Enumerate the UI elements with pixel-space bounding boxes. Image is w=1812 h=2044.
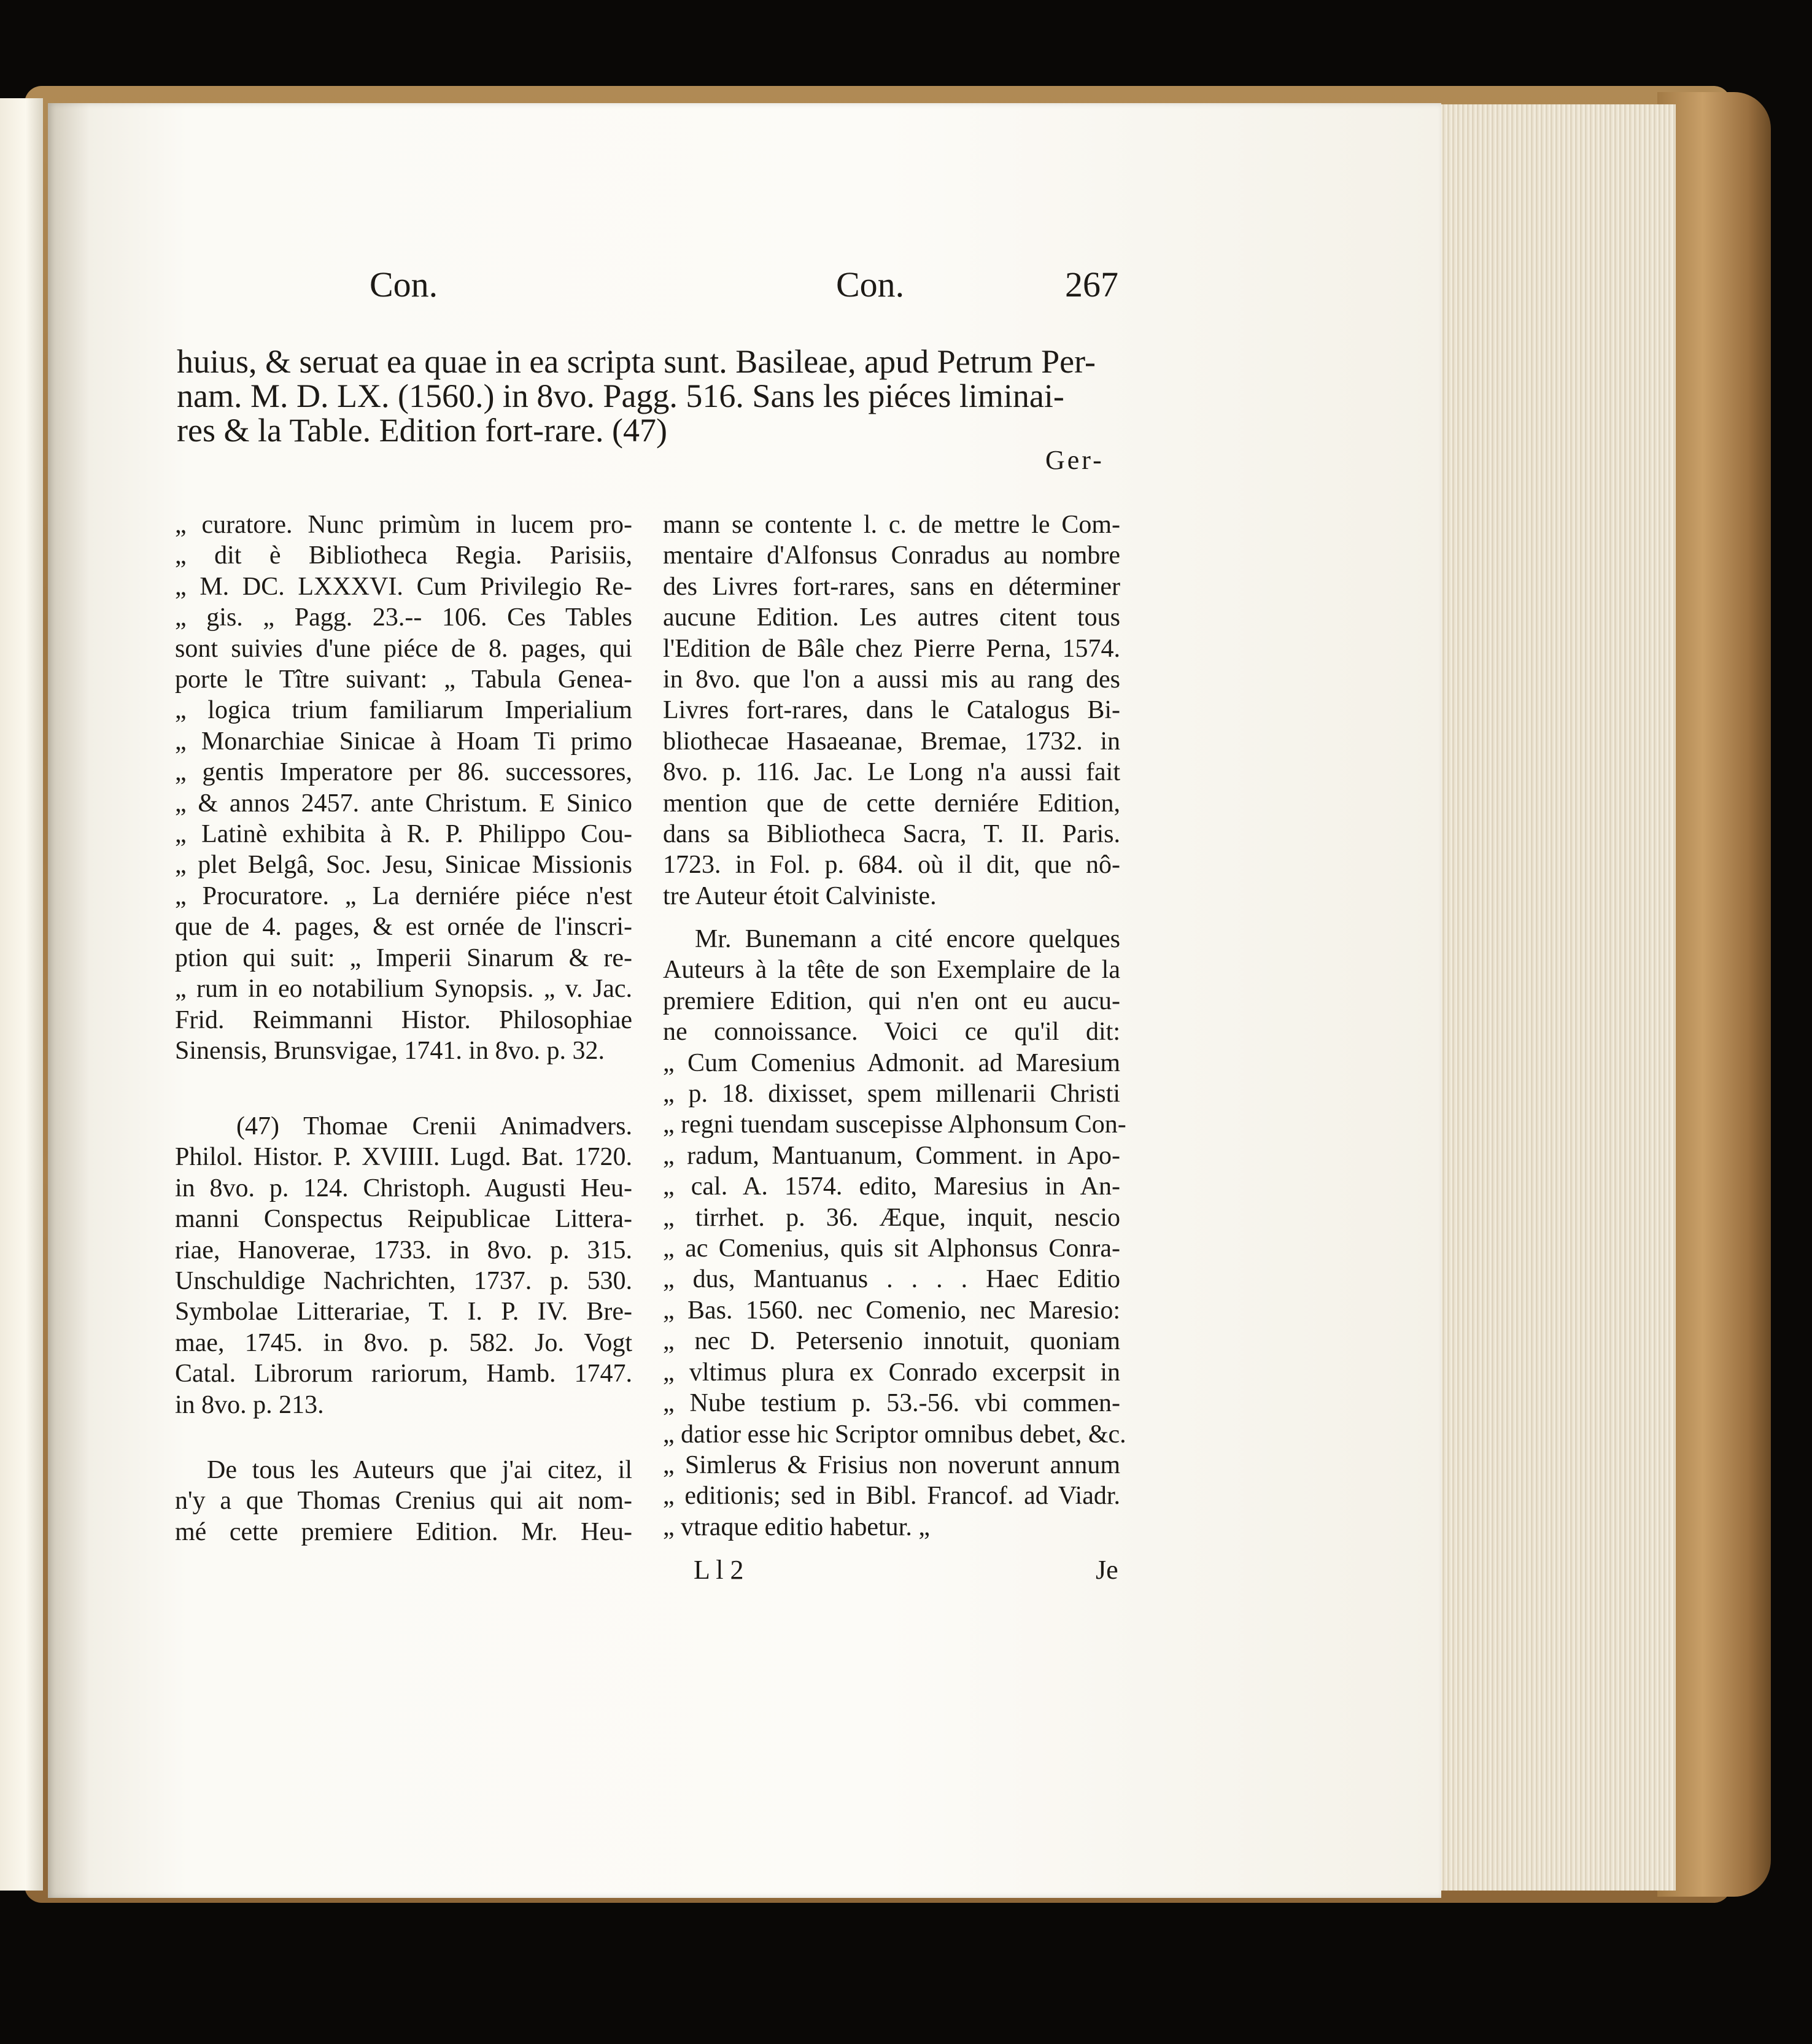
text-line: tre Auteur étoit Calviniste.	[663, 881, 937, 910]
top-line-2: nam. M. D. LX. (1560.) in 8vo. Pagg. 516. Sans les piéces liminai-	[177, 377, 1064, 414]
text-line: 8vo. p. 116. Jac. Le Long n'a aussi fait	[663, 758, 1120, 787]
text-line: sont suivies d'une piéce de 8. pages, qui	[175, 634, 632, 663]
left-paragraph-1	[175, 509, 632, 1066]
text-line: des Livres fort-rares, sans en déterminer	[663, 572, 1120, 601]
footnote-47	[175, 1111, 632, 1420]
running-head-center: Con.	[836, 265, 905, 304]
text-line: „ logica trium familiarum Imperialium	[175, 696, 632, 725]
text-line: „ gis. „ Pagg. 23.-- 106. Ces Tables	[175, 603, 632, 632]
text-line: mann se contente l. c. de mettre le Com-	[663, 511, 1120, 539]
text-line: (47) Thomae Crenii Animadvers.	[236, 1112, 632, 1140]
signature-mark: L l 2	[694, 1555, 744, 1585]
text-line: mé cette premiere Edition. Mr. Heu-	[175, 1517, 632, 1546]
text-line: aucune Edition. Les autres citent tous	[663, 603, 1120, 632]
text-line: „ plet Belgâ, Soc. Jesu, Sinicae Missionis	[175, 851, 632, 880]
text-line: De tous les Auteurs que j'ai citez, il	[207, 1456, 632, 1484]
text-line: „ M. DC. LXXXVI. Cum Privilegio Re-	[175, 572, 632, 601]
text-line: premiere Edition, qui n'en ont eu aucu-	[663, 986, 1120, 1015]
text-line: Auteurs à la tête de son Exemplaire de la	[663, 956, 1120, 985]
text-line: Livres fort-rares, dans le Catalogus Bi-	[663, 696, 1120, 725]
text-line: Mr. Bunemann a cité encore quelques	[695, 925, 1120, 953]
text-line: „ curatore. Nunc primùm in lucem pro-	[175, 511, 632, 539]
text-line: „ dit è Bibliotheca Regia. Parisiis,	[175, 541, 632, 570]
text-line: n'y a que Thomas Crenius qui ait nom-	[175, 1487, 632, 1516]
text-line: „ p. 18. dixisset, spem millenarii Christi	[663, 1080, 1120, 1109]
text-line: Sinensis, Brunsvigae, 1741. in 8vo. p. 32.	[175, 1036, 605, 1065]
text-line: Frid. Reimmanni Histor. Philosophiae	[175, 1005, 632, 1034]
text-line: „ dus, Mantuanus . . . . Haec Editio	[663, 1265, 1120, 1294]
text-line: „ radum, Mantuanum, Comment. in Apo-	[663, 1141, 1120, 1170]
text-line: „ & annos 2457. ante Christum. E Sinico	[175, 789, 632, 818]
text-line: „ rum in eo notabilium Synopsis. „ v. Jac.	[175, 975, 632, 1004]
text-line: in 8vo. que l'on a aussi mis au rang des	[663, 665, 1120, 694]
text-line: „ Nube testium p. 53.-56. vbi commen-	[663, 1389, 1120, 1418]
text-line: „ nec D. Petersenio innotuit, quoniam	[663, 1327, 1120, 1356]
text-line: „ editionis; sed in Bibl. Francof. ad Viadr.	[663, 1482, 1120, 1511]
text-line: riae, Hanoverae, 1733. in 8vo. p. 315.	[175, 1236, 632, 1264]
text-line: „ vltimus plura ex Conrado excerpsit in	[663, 1358, 1120, 1387]
top-line-3: res & la Table. Edition fort-rare. (47)	[177, 412, 667, 449]
text-line: in 8vo. p. 124. Christoph. Augusti Heu-	[175, 1174, 632, 1202]
text-line: mentaire d'Alfonsus Conradus au nombre	[663, 541, 1120, 570]
text-line: „ tirrhet. p. 36. Æque, inquit, nescio	[663, 1203, 1120, 1232]
catchword-bottom: Je	[1096, 1555, 1118, 1585]
text-line: manni Conspectus Reipublicae Littera-	[175, 1205, 632, 1234]
text-line: Philol. Histor. P. XVIIII. Lugd. Bat. 1720.	[175, 1143, 632, 1172]
text-line: mae, 1745. in 8vo. p. 582. Jo. Vogt	[175, 1328, 632, 1357]
text-line: „ Cum Comenius Admonit. ad Maresium	[663, 1048, 1120, 1077]
text-line: dans sa Bibliotheca Sacra, T. II. Paris.	[663, 820, 1120, 849]
text-line: „ cal. A. 1574. edito, Maresius in An-	[663, 1172, 1120, 1201]
text-line: bliothecae Hasaeanae, Bremae, 1732. in	[663, 727, 1120, 756]
facing-page-edge	[0, 98, 43, 1891]
text-line: Catal. Librorum rariorum, Hamb. 1747.	[175, 1360, 632, 1388]
text-line: ne connoissance. Voici ce qu'il dit:	[663, 1018, 1120, 1047]
text-line: Unschuldige Nachrichten, 1737. p. 530.	[175, 1267, 632, 1296]
catchword-top: Ger-	[1045, 445, 1104, 475]
text-line: „ vtraque editio habetur. „	[663, 1512, 930, 1541]
text-line: mention que de cette derniére Edition,	[663, 789, 1120, 818]
right-paragraph-2	[663, 924, 1126, 1543]
text-line: l'Edition de Bâle chez Pierre Perna, 1574.	[663, 634, 1120, 663]
text-line: 1723. in Fol. p. 684. où il dit, que nô-	[663, 851, 1120, 880]
text-line: ption qui suit: „ Imperii Sinarum & re-	[175, 943, 632, 972]
text-line: „ gentis Imperatore per 86. successores,	[175, 758, 632, 787]
text-line: „ ac Comenius, quis sit Alphonsus Conra-	[663, 1234, 1120, 1263]
text-line: „ Latinè exhibita à R. P. Philippo Cou-	[175, 820, 632, 849]
text-line: in 8vo. p. 213.	[175, 1390, 324, 1419]
running-head-left: Con.	[370, 265, 438, 304]
text-line: „ Simlerus & Frisius non noverunt annum	[663, 1450, 1120, 1479]
text-line: „ datior esse hic Scriptor omnibus debet, &c.	[663, 1420, 1126, 1449]
text-line: porte le Tître suivant: „ Tabula Genea-	[175, 665, 632, 694]
right-paragraph-1	[663, 509, 1120, 912]
text-line: „ Monarchiae Sinicae à Hoam Ti primo	[175, 727, 632, 756]
top-line-1: huius, & seruat ea quae in ea scripta sunt. Basileae, apud Petrum Per-	[177, 343, 1096, 380]
text-line: Symbolae Litterariae, T. I. P. IV. Bre-	[175, 1298, 632, 1326]
text-line: „ regni tuendam suscepisse Alphonsum Con-	[663, 1110, 1126, 1139]
page-fore-edge	[1430, 104, 1676, 1891]
left-paragraph-2	[175, 1455, 632, 1547]
text-line: „ Procuratore. „ La derniére piéce n'est	[175, 881, 632, 910]
text-line: „ Bas. 1560. nec Comenio, nec Maresio:	[663, 1296, 1120, 1325]
text-line: que de 4. pages, & est ornée de l'inscri-	[175, 913, 632, 942]
page-number: 267	[1065, 265, 1118, 304]
